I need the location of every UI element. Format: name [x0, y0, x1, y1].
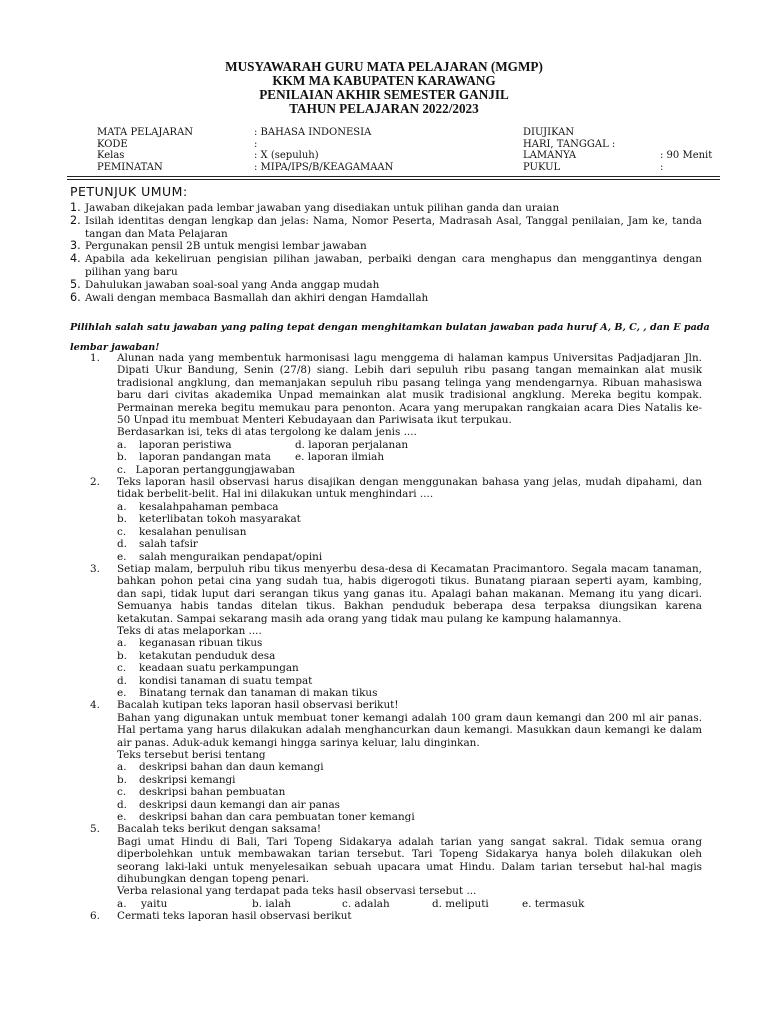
- option-text: c. adalah: [342, 897, 390, 910]
- option-c: [117, 662, 702, 674]
- question-prompt: Teks tersebut berisi tentang: [117, 749, 266, 761]
- option-d: [295, 439, 702, 451]
- option-letter: e.: [117, 550, 127, 563]
- item-text: Pergunakan pensil 2B untuk mengisi lembar jawaban: [85, 240, 367, 253]
- option-text: kondisi tanaman di suatu tempat: [139, 674, 313, 687]
- option-text: ketakutan penduduk desa: [139, 649, 276, 662]
- option-c: [342, 898, 432, 910]
- option-text: keterlibatan tokoh masyarakat: [139, 513, 301, 526]
- option-text: laporan peristiwa: [139, 438, 232, 451]
- exam-info-table: [97, 127, 717, 173]
- option-text: deskripsi bahan dan cara pembuatan toner kemangi: [139, 811, 415, 824]
- option-a: [117, 761, 702, 773]
- option-text: Binatang ternak dan tanaman di makan tikus: [139, 686, 378, 699]
- option-letter: e.: [117, 811, 127, 824]
- option-letter: a.: [117, 438, 127, 451]
- question-1: [90, 352, 702, 476]
- option-letter: c.: [117, 463, 127, 476]
- option-text: kesalahan penulisan: [139, 525, 247, 538]
- question-lead: Bacalah kutipan teks laporan hasil observasi berikut!: [117, 699, 399, 712]
- question-prompt: Berdasarkan isi, teks di atas tergolong ke dalam jenis ....: [117, 426, 417, 439]
- info-value: : MIPA/IPS/B/KEAGAMAAN: [254, 161, 394, 173]
- header-line-3: PENILAIAN AKHIR SEMESTER GANJIL: [259, 87, 509, 102]
- item-text: Dahulukan jawaban soal-soal yang Anda anggap mudah: [85, 278, 380, 291]
- option-e: [117, 551, 702, 563]
- option-letter: a.: [117, 500, 127, 513]
- info-row: [97, 150, 717, 162]
- info-label: KODE: [97, 138, 128, 150]
- info-label: DIUJIKAN: [523, 127, 575, 138]
- info-row: [97, 139, 717, 151]
- info-value: :: [660, 161, 664, 173]
- item-number: 2.: [70, 213, 81, 227]
- question-2: [90, 476, 702, 563]
- info-label: MATA PELAJARAN: [97, 127, 194, 138]
- option-text: Laporan pertanggungjawaban: [135, 463, 295, 476]
- option-letter: c.: [117, 662, 127, 675]
- info-label: HARI, TANGGAL :: [523, 138, 616, 150]
- option-letter: a.: [117, 637, 127, 650]
- option-letter: a.: [117, 761, 127, 774]
- option-a: [117, 501, 702, 513]
- option-e: [295, 451, 702, 463]
- question-6: [90, 910, 702, 922]
- item-text: Awali dengan membaca Basmallah dan akhiri dengan Hamdallah: [85, 291, 429, 304]
- info-label: Kelas: [97, 150, 125, 161]
- list-item: [70, 279, 702, 292]
- option-c: [117, 464, 295, 476]
- option-text: d. meliputi: [432, 897, 489, 910]
- option-d: [117, 799, 702, 811]
- petunjuk-title: PETUNJUK UMUM:: [70, 184, 188, 199]
- option-text: kesalahpahaman pembaca: [139, 500, 279, 513]
- info-value: : BAHASA INDONESIA: [254, 127, 372, 138]
- item-number: 3.: [70, 239, 81, 253]
- info-label: LAMANYA: [523, 150, 577, 161]
- question-text: Bahan yang digunakan untuk membuat toner kemangi adalah 100 gram daun kemangi dan 200 ml air panas. Hal pertama yang harus dilakukan adalah menghancurkan daun kemangi. Masukkan daun kemangi ke dalam air panas. Aduk-aduk kemangi hingga sarinya keluar, lalu dinginkan.: [117, 711, 702, 749]
- option-letter: d.: [117, 798, 127, 811]
- option-letter: b.: [117, 773, 127, 786]
- option-letter: e.: [117, 686, 127, 699]
- option-text: deskripsi kemangi: [139, 773, 236, 786]
- option-letter: b.: [117, 451, 127, 464]
- header-line-2: KKM MA KABUPATEN KARAWANG: [272, 73, 496, 88]
- option-text: salah menguraikan pendapat/opini: [139, 550, 323, 563]
- info-value: :: [254, 138, 258, 150]
- question-3: [90, 563, 702, 699]
- option-a: [117, 439, 295, 451]
- divider-line: [67, 176, 720, 177]
- option-a: [117, 898, 252, 910]
- option-b: [117, 650, 702, 662]
- info-value: [660, 127, 717, 139]
- item-number: 5.: [70, 277, 81, 291]
- option-a: [117, 637, 702, 649]
- option-letter: a.: [117, 897, 127, 910]
- option-e: [117, 687, 702, 699]
- question-number: 3.: [90, 562, 100, 575]
- list-item: [70, 202, 702, 215]
- divider-line: [67, 179, 720, 180]
- list-item: [70, 215, 702, 241]
- option-text: yaitu: [141, 897, 168, 910]
- list-item: [70, 240, 702, 253]
- list-item: [70, 292, 702, 305]
- option-text: deskripsi bahan dan daun kemangi: [139, 761, 324, 774]
- option-e: [117, 811, 702, 823]
- option-d: [432, 898, 522, 910]
- answer-instruction: Pilihlah salah satu jawaban yang paling tepat dengan menghitamkan bulatan jawaban pada huruf A, B, C, , dan E pada lembar jawaban!: [70, 322, 710, 353]
- answer-options: [117, 898, 702, 910]
- option-letter: d.: [117, 674, 127, 687]
- question-text: Teks laporan hasil observasi harus disajikan dengan menggunakan bahasa yang jelas, mudah dipahami, dan tidak berbelit-belit. Hal ini dilakukan untuk menghindari ....: [117, 476, 702, 501]
- option-letter: d.: [117, 538, 127, 551]
- header-line-1: MUSYAWARAH GURU MATA PELAJARAN (MGMP): [225, 59, 543, 74]
- question-prompt: Verba relasional yang terdapat pada teks hasil observasi tersebut ...: [117, 885, 477, 898]
- option-text: b. ialah: [252, 897, 291, 910]
- list-item: [70, 253, 702, 279]
- question-lead: Bacalah teks berikut dengan saksama!: [117, 823, 322, 836]
- question-text: Setiap malam, berpuluh ribu tikus menyerbu desa-desa di Kecamatan Pracimantoro. Segala macam tanaman, bahkan pohon petai cina yang sudah tua, habis digerogoti tikus. Bunatang piaraan seperti ayam, kambing, dan sapi, tidak luput dari serangan tikus yang ganas itu. Apalagi bahan makanan. Memang itu yang dicari. Semuanya habis tandas ditelan tikus. Bakhan penduduk beberapa desa terpaksa diungsikan karena ketakutan. Sampai sekarang masih ada orang yang tidak mau pulang ke kampung halamannya.: [117, 562, 702, 625]
- info-value: : X (sepuluh): [254, 150, 319, 161]
- option-d: [117, 675, 702, 687]
- option-b: [117, 774, 702, 786]
- question-text: Bagi umat Hindu di Bali, Tari Topeng Sidakarya adalah tarian yang sangat sakral. Tidak semua orang diperbolehkan untuk membawakan tarian tersebut. Tari Topeng Sidakarya hanya boleh dilakukan oleh seorang laki-laki untuk menyelesaikan sebuah upacara umat Hindu. Dalam tarian tersebut hal-hal magis dihubungkan dengan topeng penari.: [117, 835, 702, 886]
- question-number: 5.: [90, 823, 100, 836]
- answer-options: [117, 439, 702, 476]
- item-number: 1.: [70, 201, 81, 214]
- option-d: [117, 538, 702, 550]
- question-list: [90, 352, 702, 923]
- option-text: keganasan ribuan tikus: [139, 637, 263, 650]
- option-b: [252, 898, 342, 910]
- item-text: Jawaban dikejakan pada lembar jawaban yang disediakan untuk pilihan ganda dan uraian: [85, 202, 560, 214]
- question-prompt: Teks di atas melaporkan ....: [117, 624, 262, 637]
- header-line-4: TAHUN PELAJARAN 2022/2023: [289, 101, 479, 116]
- option-c: [117, 526, 702, 538]
- question-number: 2.: [90, 476, 100, 489]
- option-b: [117, 513, 702, 525]
- option-text: deskripsi daun kemangi dan air panas: [139, 798, 341, 811]
- question-number: 1.: [90, 352, 100, 364]
- option-b: [117, 451, 295, 463]
- option-text: salah tafsir: [139, 538, 198, 551]
- option-letter: c.: [117, 525, 127, 538]
- option-letter: b.: [117, 513, 127, 526]
- info-value: : 90 Menit: [660, 150, 713, 161]
- option-text: laporan pandangan mata: [139, 451, 271, 464]
- info-label: PUKUL: [523, 161, 561, 173]
- petunjuk-list: [70, 202, 702, 304]
- option-text: d. laporan perjalanan: [295, 438, 409, 451]
- item-text: Apabila ada kekeliruan pengisian pilihan jawaban, perbaiki dengan cara menghapus dan menggantinya dengan pilihan yang baru: [85, 253, 702, 278]
- exam-header: [0, 60, 768, 116]
- question-number: 4.: [90, 699, 100, 712]
- question-4: [90, 699, 702, 823]
- item-number: 4.: [70, 252, 81, 266]
- info-row: [97, 162, 717, 174]
- info-value: [660, 139, 717, 151]
- question-text: Cermati teks laporan hasil observasi berikut: [117, 910, 352, 923]
- item-number: 6.: [70, 290, 81, 304]
- item-text: Isilah identitas dengan lengkap dan jelas: Nama, Nomor Peserta, Madrasah Asal, Tanggal penilaian, Jam ke, tanda tangan dan Mata Pelajaran: [85, 214, 702, 240]
- option-c: [117, 786, 702, 798]
- option-text: deskripsi bahan pembuatan: [139, 786, 286, 799]
- question-number: 6.: [90, 910, 100, 923]
- info-row: [97, 127, 717, 139]
- option-text: keadaan suatu perkampungan: [139, 662, 299, 675]
- option-text: e. laporan ilmiah: [295, 451, 385, 464]
- option-letter: c.: [117, 786, 127, 799]
- option-text: e. termasuk: [522, 897, 585, 910]
- option-e: [522, 898, 584, 910]
- question-text: Alunan nada yang membentuk harmonisasi lagu menggema di halaman kampus Universitas Padjadjaran Jln. Dipati Ukur Bandung, Senin (27/8) siang. Lebih dari sepuluh ribu pasang tangan memainkan alat musik tradisional angklung, dan memanjakan sepuluh ribu pasang telinga yang mendengarnya. Ribuan mahasiswa baru dari civitas akademika Unpad memainkan alat musik tradisional angklung. Mereka begitu kompak. Permainan mereka begitu memukau para penonton. Acara yang merupakan rangkaian acara Dies Natalis ke-50 Unpad itu membuat Menteri Kebudayaan dan Pariwisata ikut terpukau.: [117, 352, 702, 427]
- question-5: [90, 823, 702, 910]
- info-label: PEMINATAN: [97, 161, 163, 173]
- option-letter: b.: [117, 649, 127, 662]
